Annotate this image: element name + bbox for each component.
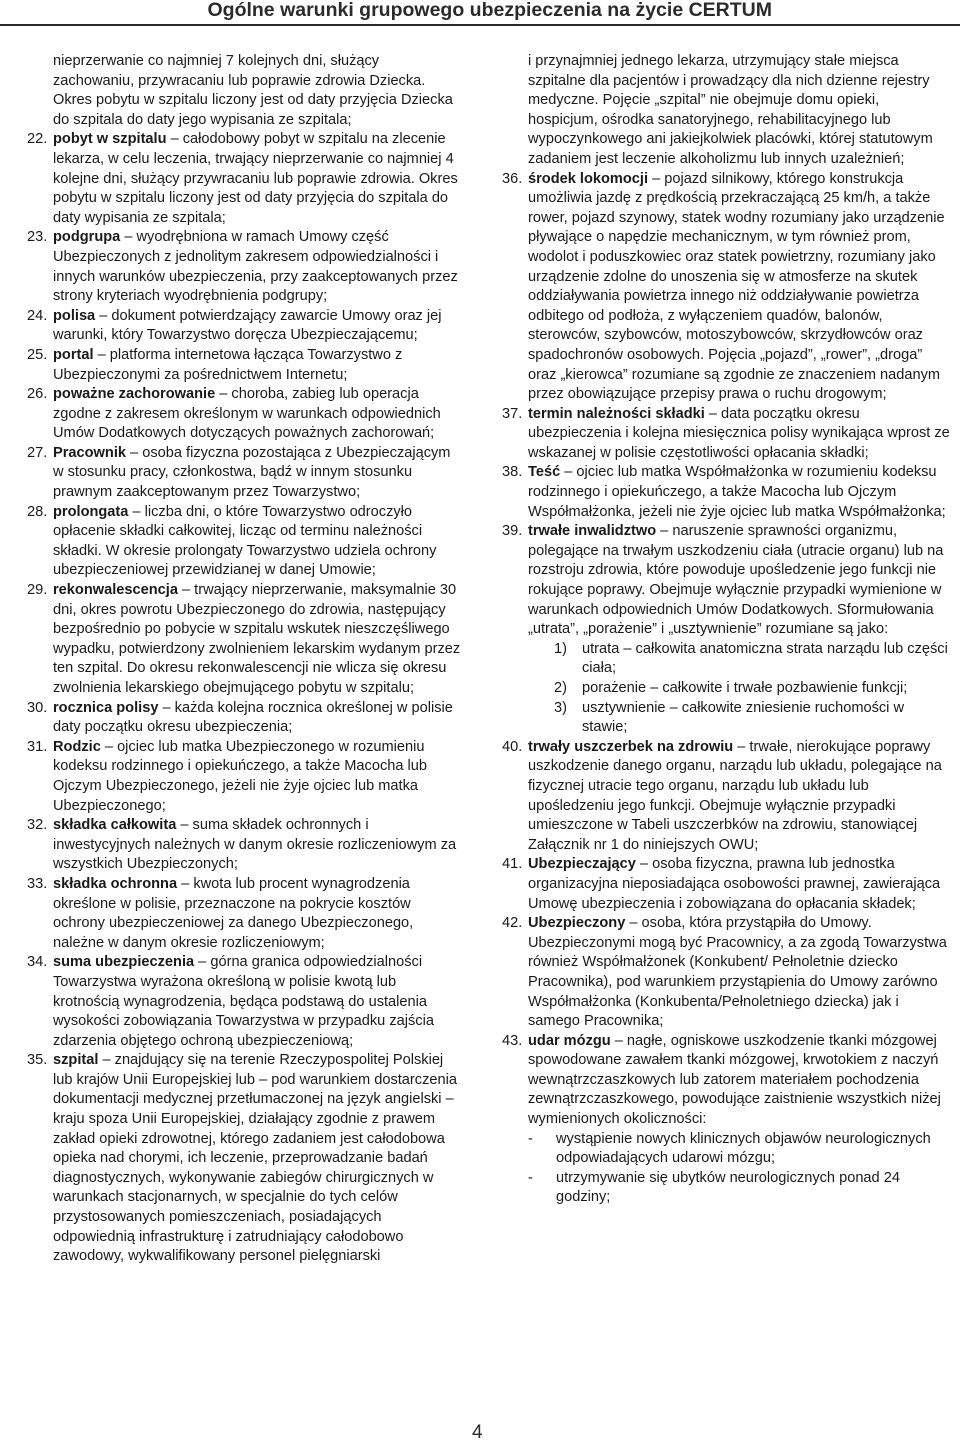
definition-term: prolongata (53, 503, 129, 520)
definition-text: – naruszenie sprawności organizmu, polegające na trwałym uszkodzeniu ciała (utracie organu) lub na rozstroju zdrowia, które powoduje upośledzenie jego funkcji nie rokujące poprawy. Obejmuje wyłącznie przypadki wymienione w warunkach odpowiednich Umów Dodatkowych. Sformułowania „utrata”, „porażenie” i „usztywnienie” rozumiane są jako: (528, 523, 944, 638)
definition-text: – pojazd silnikowy, którego konstrukcja umożliwia jazdę z prędkością przekraczającą 25 km/h, a także rower, pojazd szynowy, statek wodny rozumiany jako urządzenie pływające o napędzie mechanicznym, w tym również prom, wodolot i poduszkowiec oraz statek powietrzny, rozumiany jako urządzenie zdolne do unoszenia się w atmosferze na skutek oddziaływania powietrza innego niż oddziaływanie powietrza odbitego od podłoża, z wyłączeniem quadów, balonów, sterowców, szybowców, motoszybowców, skrzydłowców oraz spadochronów osobowych. Pojęcia „pojazd”, „rower”, „droga” oraz „kierowca” rozumiane są zgodnie ze znaczeniem nadanym przez obowiązujące przepisy prawa o ruchu drogowym; (528, 170, 945, 403)
definition-term: trwały uszczerbek na zdrowiu (528, 738, 734, 755)
dash-text: wystąpienie nowych klinicznych objawów neurologicznych odpowiadających udarowi mózgu; (556, 1130, 931, 1167)
definition-body (53, 954, 434, 1048)
subitem-text: porażenie – całkowite i trwałe pozbawienie funkcji; (582, 680, 908, 696)
definition-body (53, 876, 413, 951)
definition-text: – trwający nieprzerwanie, maksymalnie 30 dni, okres powrotu Ubezpieczonego do zdrowia, następujący bezpośrednio po pobycie w szpitalu wskutek nieszczęśliwego wypadku, potwierdzony zwolnieniem lekarskim wydanym przez ten szpital. Do okresu rekonwalescencji nie wlicza się okresu zwolnienia lekarskiego obejmującego pobytu w szpitalu; (53, 582, 461, 696)
definition-text: – wyodrębniona w ramach Umowy część Ubezpieczonych z jednolitym zakresem odpowiedzialności i innych warunków ubezpieczenia, przy zaakceptowanych przez strony kryteriach wyodrębnienia podgrupy; (53, 229, 458, 305)
definition-term: Pracownik (53, 444, 126, 461)
definition-number: 39. (502, 523, 523, 540)
definition-subitem (554, 679, 950, 699)
definition-number: 38. (502, 464, 523, 481)
definition-body (528, 523, 943, 637)
definition-item (502, 738, 950, 856)
dash-mark: - (528, 1169, 533, 1186)
definition-text: – kwota lub procent wynagrodzenia określone w polisie, przeznaczone na pokrycie kosztów ochrony ubezpieczeniowej za danego Ubezpieczonego, należne w danym okresie rozliczeniowym; (53, 875, 414, 951)
definition-text: – osoba fizyczna, prawna lub jednostka organizacyjna nieposiadająca osobowości prawnej, zawierająca Umowę ubezpieczenia i zobowiązana do opłacania składek; (528, 856, 941, 912)
definition-item (27, 130, 464, 228)
definition-number: 37. (502, 405, 523, 422)
definition-number: 41. (502, 856, 523, 873)
definition-term: poważne zachorowanie (53, 386, 216, 403)
definition-number: 34. (27, 954, 48, 971)
definition-item (502, 914, 950, 1032)
definition-term: podgrupa (53, 229, 121, 246)
definition-item (27, 385, 464, 444)
subitem-text: usztywnienie – całkowite zniesienie ruchomości w stawie; (582, 699, 905, 736)
definition-item (27, 699, 464, 738)
definition-item (27, 953, 464, 1051)
definition-body (53, 386, 441, 441)
definition-term: portal (53, 346, 94, 363)
definition-number: 31. (27, 738, 48, 755)
definition-item (27, 228, 464, 306)
definition-term: termin należności składki (528, 405, 705, 422)
document-title: Ogólne warunki grupowego ubezpieczenia na życie CERTUM (207, 0, 772, 21)
definition-body (53, 504, 436, 579)
definition-number: 23. (27, 229, 48, 246)
definition-item (502, 405, 950, 464)
definition-term: rekonwalescencja (53, 582, 178, 599)
definition-subitems (528, 640, 950, 738)
definition-body (53, 739, 427, 814)
page-number: 4 (472, 1422, 483, 1443)
definition-body (528, 1033, 941, 1127)
dash-item (528, 1169, 950, 1208)
definition-number: 27. (27, 444, 48, 461)
definition-item (27, 738, 464, 816)
definition-item (502, 170, 950, 405)
definition-list-left (27, 130, 464, 1266)
definition-body (528, 856, 940, 911)
definition-text: – trwałe, nierokujące poprawy uszkodzenie danego organu, narządu lub układu, polegające na fizycznej utracie tego organu, narządu lub układu lub upośledzeniu jego funkcji. Obejmuje wyłącznie przypadki umieszczone w Tabeli uszczerbków na zdrowiu, stanowiącej Załącznik nr 1 do niniejszych OWU; (528, 738, 942, 853)
definition-body (53, 445, 450, 500)
definition-body (528, 739, 942, 853)
definition-body (53, 308, 442, 344)
definition-body (53, 817, 456, 872)
definition-body (528, 171, 945, 403)
definition-text: – całodobowy pobyt w szpitalu na zlecenie lekarza, w celu leczenia, trwający nieprzerwanie co najmniej 4 kolejne dni, służący przywracaniu lub poprawie zdrowia. Okres pobytu w szpitalu liczony jest od daty przyjęcia do szpitala do daty wypisania ze szpitala; (53, 131, 458, 226)
dash-text: utrzymywanie się ubytków neurologicznych ponad 24 godziny; (556, 1169, 900, 1206)
definition-number: 42. (502, 915, 523, 932)
definition-body (53, 347, 402, 383)
definition-text: – górna granica odpowiedzialności Towarzystwa wyrażona określoną w polisie kwotą lub krotnością wynagrodzenia, będąca podstawą do ustalenia wysokości zobowiązania Towarzystwa w przypadku zajścia zdarzenia objętego ochroną ubezpieczeniową; (53, 954, 434, 1049)
subitem-label: 2) (554, 680, 567, 696)
definition-number: 32. (27, 817, 48, 834)
definition-text: – osoba, która przystąpiła do Umowy. Ubezpieczonymi mogą być Pracownicy, a za zgodą Towarzystwa również Współmałżonek (Konkubent/ Pełnoletnie dziecko Pracownika), pod warunkiem przystąpienia do Umowy zarówno Współmałżonka (Konkubenta/Pełnoletniego dziecka) jak i samego Pracownika; (528, 915, 947, 1030)
definition-number: 33. (27, 875, 48, 892)
definition-item (27, 503, 464, 581)
definition-body (528, 464, 946, 519)
definition-item (502, 855, 950, 914)
definition-text: – ojciec lub matka Współmałżonka w rozumieniu kodeksu rodzinnego i opiekuńczego, a także Macocha lub Ojczym Współmałżonka, jeżeli nie żyje ojciec lub matka Współmałżonka; (528, 464, 946, 520)
definition-number: 30. (27, 699, 48, 716)
definition-term: składka całkowita (53, 817, 177, 834)
subitem-text: utrata – całkowita anatomiczna strata narządu lub części ciała; (582, 640, 948, 677)
definition-text: – każda kolejna rocznica określonej w polisie daty początku okresu ubezpieczenia; (53, 699, 453, 736)
definition-term: środek lokomocji (528, 170, 649, 187)
definition-term: Ubezpieczający (528, 856, 636, 873)
definition-number: 40. (502, 738, 523, 755)
page-header (0, 0, 960, 26)
definition-term: Ubezpieczony (528, 915, 626, 932)
definition-number: 35. (27, 1052, 48, 1069)
definition-number: 36. (502, 170, 523, 187)
definition-term: składka ochronna (53, 875, 178, 892)
definition-text: – nagłe, ogniskowe uszkodzenie tkanki mózgowej spowodowane zawałem tkanki mózgowej, krwotokiem z naczyń wewnątrzczaszkowych lub zatorem materiałem pochodzenia zewnątrzczaszkowego, powodujące zaistnienie wszystkich niżej wymienionych okoliczności: (528, 1032, 941, 1128)
definition-item (27, 816, 464, 875)
definition-text: – ojciec lub matka Ubezpieczonego w rozumieniu kodeksu rodzinnego i opiekuńczego, a także Macocha lub Ojczym Ubezpieczonego, jeżeli nie żyje ojciec lub matka Ubezpieczonego; (53, 738, 428, 814)
definition-text: – platforma internetowa łącząca Towarzystwo z Ubezpieczonymi za pośrednictwem Internetu; (53, 346, 403, 383)
definition-dash-list (502, 1130, 950, 1208)
definition-item (27, 307, 464, 346)
definition-number: 43. (502, 1032, 523, 1049)
definition-item (502, 522, 950, 738)
right-column (502, 52, 950, 1208)
dash-mark: - (528, 1130, 533, 1147)
definition-number: 28. (27, 503, 48, 520)
definition-number: 25. (27, 346, 48, 363)
definition-body (528, 406, 950, 461)
definition-term: Rodzic (53, 738, 101, 755)
definition-text: – znajdujący się na terenie Rzeczypospolitej Polskiej lub krajów Unii Europejskiej lub – pod warunkiem dostarczenia dokumentacji medycznej przetłumaczonej na język angielski – kraju spoza Unii Europejskiej, działający zgodnie z prawem zakład opieki zdrowotnej, którego zadaniem jest całodobowa opieka nad chorymi, ich leczenie, przeprowadzanie badań diagnostycznych, wykonywanie zabiegów chirurgicznych w warunkach stacjonarnych, w specjalnie do tych celów przystosowanych pomieszczeniach, posiadających odpowiednią infrastrukturę i zatrudniający całodobowo zawodowy, wykwalifikowany personel pielęgniarski (53, 1052, 457, 1265)
definition-text: – osoba fizyczna pozostająca z Ubezpieczającym w stosunku pracy, członkostwa, bądź w innym stosunku prawnym zaakceptowanym przez Towarzystwo; (53, 444, 451, 501)
definition-item (27, 1051, 464, 1267)
left-column (27, 52, 464, 1267)
definition-number: 29. (27, 582, 48, 599)
definition-text: – liczba dni, o które Towarzystwo odroczyło opłacenie składki całkowitej, licząc od terminu należności składki. W okresie prolongaty Towarzystwo udziela ochrony ubezpieczeniowej przewidzianej w danej Umowie; (53, 503, 437, 579)
definition-list-right (502, 170, 950, 1208)
definition-term: suma ubezpieczenia (53, 954, 195, 971)
definition-body (53, 1052, 457, 1264)
definition-number: 26. (27, 386, 48, 403)
definition-item (27, 875, 464, 953)
definition-term: polisa (53, 307, 96, 324)
definition-continuation: nieprzerwanie co najmniej 7 kolejnych dni, służący zachowaniu, przywracaniu lub poprawie zdrowia Dziecka. Okres pobytu w szpitalu liczony jest od daty przyjęcia Dziecka do szpitala do daty jego wypisania ze szpitala; (53, 53, 453, 128)
definition-subitem (554, 640, 950, 679)
definition-term: trwałe inwalidztwo (528, 523, 657, 540)
definition-body (53, 582, 460, 696)
definition-term: udar mózgu (528, 1032, 611, 1049)
definition-continuation: i przynajmniej jednego lekarza, utrzymujący stałe miejsca szpitalne dla pacjentów i prowadzący dla nich dzienne rejestry medyczne. Pojęcie „szpital” nie obejmuje domu opieki, hospicjum, ośrodka sanatoryjnego, rehabilitacyjnego lub wypoczynkowego ani jakiejkolwiek placówki, której statutowym zadaniem jest leczenie alkoholizmu lub innych uzależnień; (528, 53, 933, 167)
definition-text: – dokument potwierdzający zawarcie Umowy oraz jej warunki, który Towarzystwo doręcza Ubezpieczającemu; (53, 307, 442, 344)
subitem-label: 3) (554, 699, 567, 716)
definition-text: – choroba, zabieg lub operacja zgodne z zakresem określonym w warunkach odpowiednich Umów Dodatkowych dotyczących poważnych zachorowań; (53, 386, 441, 442)
definition-subitem (554, 699, 950, 738)
dash-item (528, 1130, 950, 1169)
definition-item (27, 581, 464, 699)
definition-body (53, 700, 453, 736)
definition-text: – data początku okresu ubezpieczenia i kolejna miesięcznica polisy wynikająca wprost ze wskazanej w polisie częstotliwości opłacania składki; (528, 405, 950, 461)
definition-body (528, 915, 947, 1029)
definition-item (27, 346, 464, 385)
definition-item (502, 463, 950, 522)
definition-term: Teść (528, 464, 561, 481)
subitem-label: 1) (554, 640, 567, 657)
definition-number: 22. (27, 131, 48, 148)
definition-item (502, 1032, 950, 1130)
definition-term: szpital (53, 1052, 99, 1069)
definition-text: – suma składek ochronnych i inwestycyjnych należnych w danym okresie rozliczeniowym za wszystkich Ubezpieczonych; (53, 817, 457, 873)
definition-body (53, 229, 458, 304)
definition-number: 24. (27, 307, 48, 324)
definition-item (27, 444, 464, 503)
definition-body (53, 131, 458, 225)
definition-term: rocznica polisy (53, 699, 159, 716)
definition-term: pobyt w szpitalu (53, 131, 167, 148)
